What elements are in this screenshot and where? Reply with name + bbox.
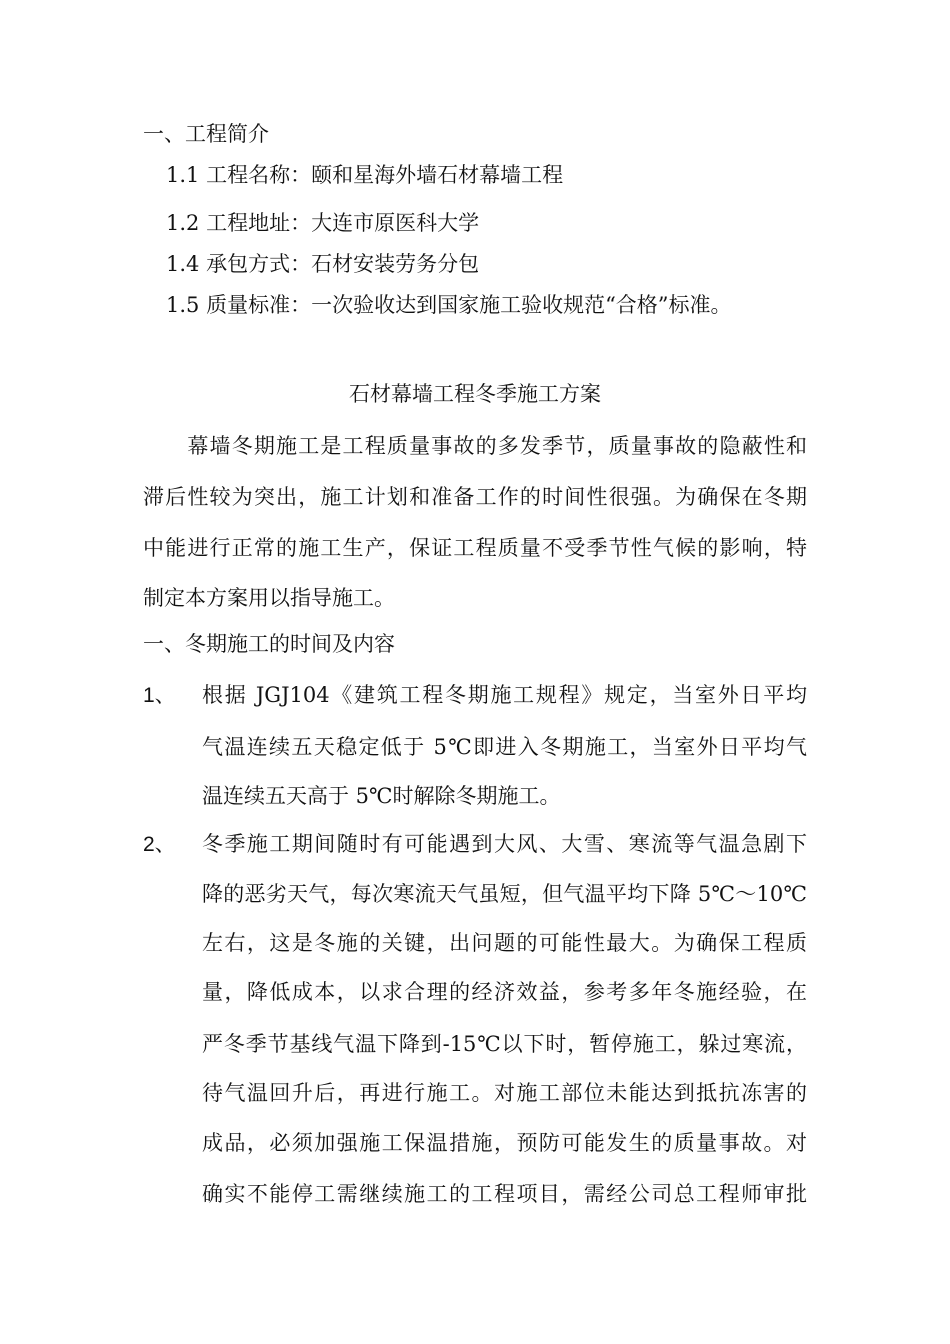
overview-item-address: 1.2 工程地址：大连市原医科大学 bbox=[166, 211, 480, 235]
intro-line-2: 滞后性较为突出，施工计划和准备工作的时间性很强。为确保在冬期 bbox=[143, 485, 807, 509]
overview-item-quality: 1.5 质量标准：一次验收达到国家施工验收规范“合格”标准。 bbox=[166, 293, 732, 317]
overview-item-contract: 1.4 承包方式：石材安装劳务分包 bbox=[166, 252, 480, 276]
plan-title: 石材幕墙工程冬季施工方案 bbox=[349, 382, 601, 406]
intro-line-3: 中能进行正常的施工生产，保证工程质量不受季节性气候的影响，特 bbox=[143, 536, 807, 560]
point-1-number: 1、 bbox=[143, 684, 176, 707]
point-2-number: 2、 bbox=[143, 833, 176, 856]
point-2-line-8: 确实不能停工需继续施工的工程项目，需经公司总工程师审批 bbox=[202, 1182, 807, 1206]
point-1-line-2: 气温连续五天稳定低于 5℃即进入冬期施工，当室外日平均气 bbox=[202, 735, 807, 759]
intro-line-4: 制定本方案用以指导施工。 bbox=[143, 586, 395, 610]
overview-heading: 一、工程简介 bbox=[143, 122, 269, 146]
point-2-line-1: 冬季施工期间随时有可能遇到大风、大雪、寒流等气温急剧下 bbox=[202, 832, 807, 856]
point-1-line-1: 根据 JGJ104《建筑工程冬期施工规程》规定，当室外日平均 bbox=[202, 683, 807, 707]
overview-item-name: 1.1 工程名称：颐和星海外墙石材幕墙工程 bbox=[166, 163, 564, 187]
point-2-line-7: 成品，必须加强施工保温措施，预防可能发生的质量事故。对 bbox=[202, 1131, 807, 1155]
point-2-line-3: 左右，这是冬施的关键，出问题的可能性最大。为确保工程质 bbox=[202, 931, 807, 955]
point-1-line-3: 温连续五天高于 5℃时解除冬期施工。 bbox=[202, 784, 561, 808]
point-2-line-5: 严冬季节基线气温下降到-15℃以下时，暂停施工，躲过寒流， bbox=[202, 1032, 807, 1056]
point-2-line-4: 量，降低成本，以求合理的经济效益，参考多年冬施经验，在 bbox=[202, 980, 807, 1004]
point-2-line-6: 待气温回升后，再进行施工。对施工部位未能达到抵抗冻害的 bbox=[202, 1081, 807, 1105]
point-2-line-2: 降的恶劣天气，每次寒流天气虽短，但气温平均下降 5℃～10℃ bbox=[202, 882, 807, 906]
intro-line-1: 幕墙冬期施工是工程质量事故的多发季节，质量事故的隐蔽性和 bbox=[143, 434, 807, 458]
section-heading: 一、冬期施工的时间及内容 bbox=[143, 632, 395, 656]
